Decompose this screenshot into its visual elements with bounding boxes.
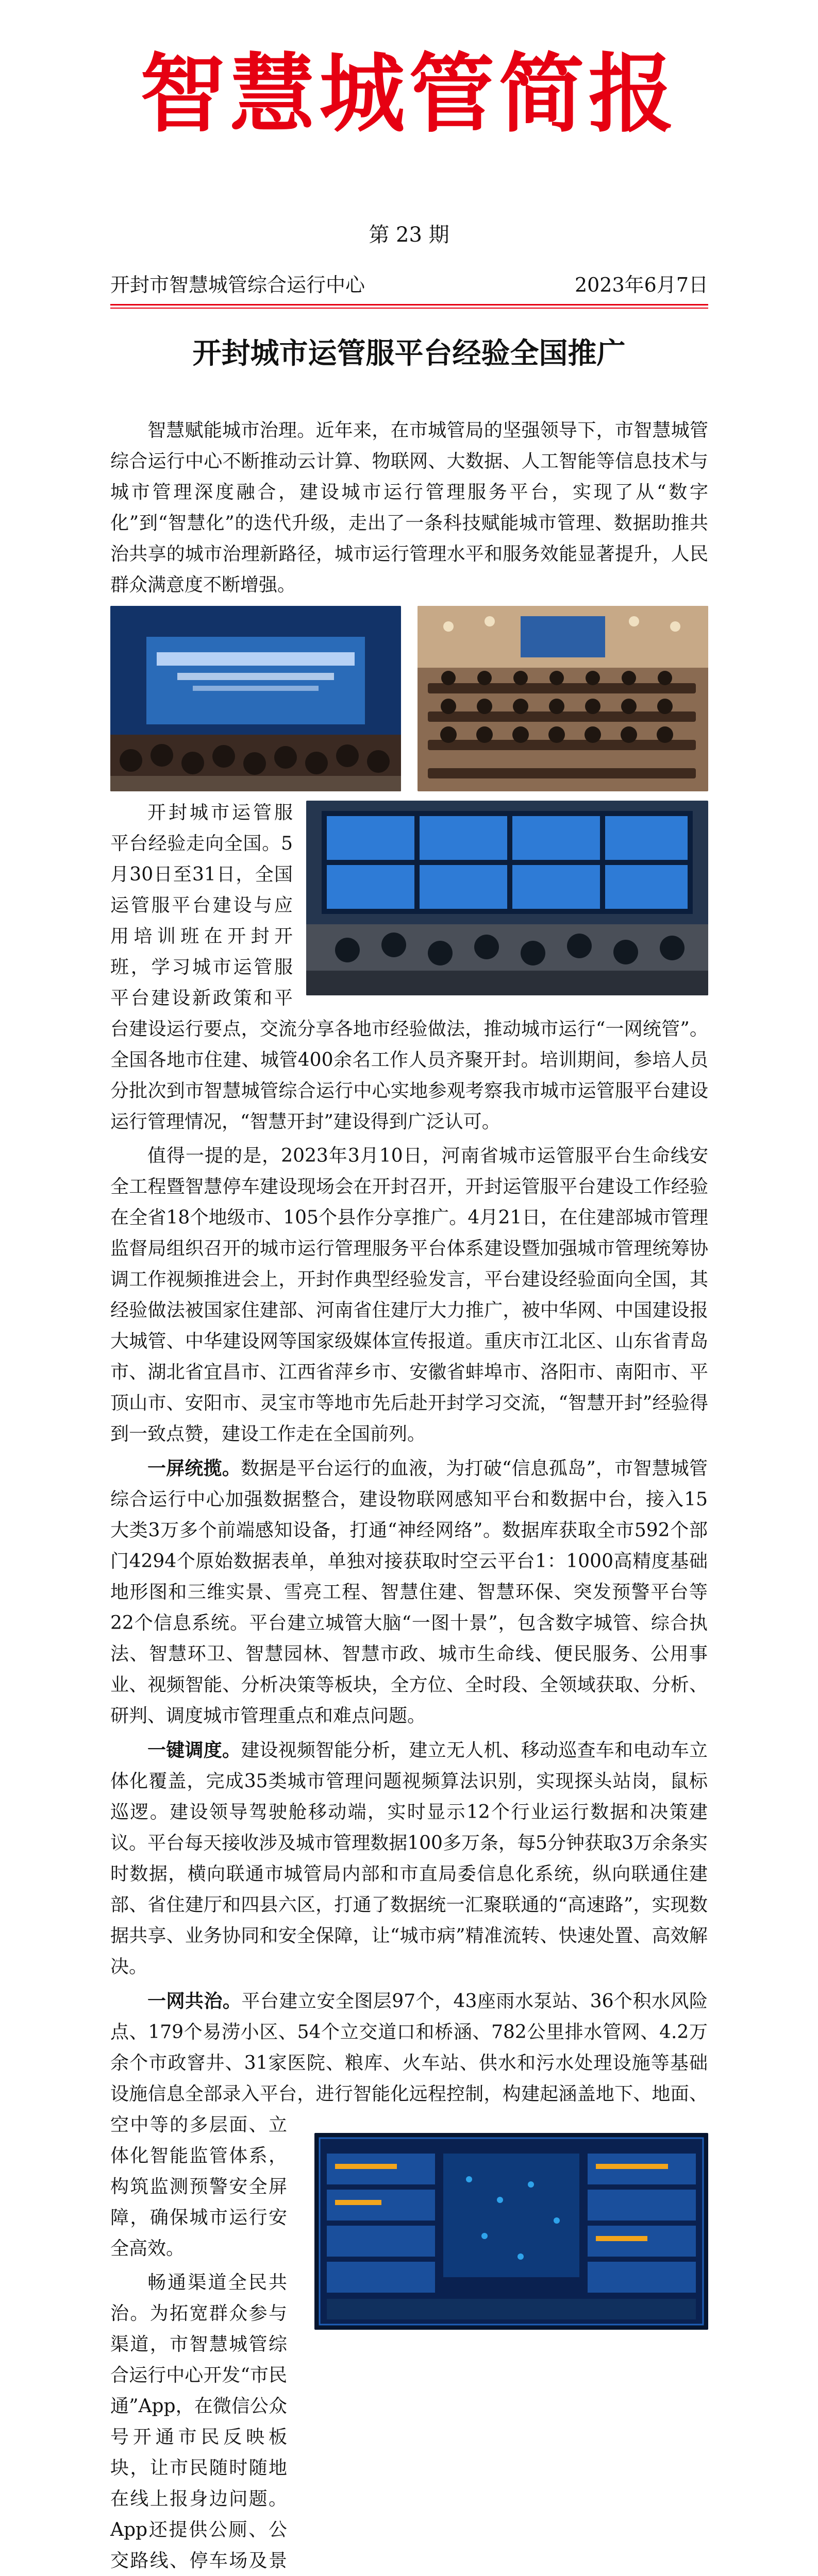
paragraph-4-text: 数据是平台运行的血液，为打破“信息孤岛”，市智慧城管综合运行中心加强数据整合，建设物联网感知平台和数据中台，接入15大类3万多个前端感知设备，打通“神经网络”。数据库获取全市592个部门4294个原始数据表单，单独对接获取时空云平台1：1000高精度基础地形图和三维实景、雪亮工程、智慧住建、智慧环保、突发预警平台等22个信息系统。平台建立城管大脑“一图十景”，包含数字城管、综合执法、智慧环卫、智慧园林、智慧市政、城市生命线、便民服务、公用事业、视频智能、分析决策等板块，全方位、全时段、全领域获取、分析、研判、调度城市管理重点和难点问题。 <box>110 1458 708 1726</box>
publisher: 开封市智慧城管综合运行中心 <box>110 274 365 296</box>
photo-dashboard <box>314 2133 708 2330</box>
photo-training-banner <box>110 606 401 791</box>
float-offset <box>287 2133 288 2576</box>
photo-training-hall <box>418 606 708 791</box>
meta-line <box>110 269 708 297</box>
article-headline: 开封城市运管服平台经验全国推广 <box>192 336 626 370</box>
paragraph-6-text: 平台建立安全图层97个，43座雨水泵站、36个积水风险点、179个易涝小区、54个立交道口和桥涵、782公里排水管网、4.2万余个市政窨井、31家医院、粮库、火车站、供水和污水处理设施等基础设施信息全部录入平台，进行智能化远程控制，构建起涵盖地下、地面、空中等的多层面、立体化智能监管体系，构筑监测预警安全屏障，确保城市运行安全高效。 <box>110 1991 708 2259</box>
issue-number: 第 23 期 <box>369 223 449 247</box>
paragraph-1: 智慧赋能城市治理。近年来，在市城管局的坚强领导下，市智慧城管综合运行中心不断推动云计算、物联网、大数据、人工智能等信息技术与城市管理深度融合，建设城市运行管理服务平台，实现了从“数字化”到“智慧化”的迭代升级，走出了一条科技赋能城市管理、数据助推共治共享的城市治理新路径，城市运行管理水平和服务效能显著提升，人民群众满意度不断增强。 <box>110 420 708 596</box>
paragraph-5-text: 建设视频智能分析，建立无人机、移动巡查车和电动车立体化覆盖，完成35类城市管理问题视频算法识别，实现探头站岗，鼠标巡逻。建设领导驾驶舱移动端，实时显示12个行业运行数据和决策建议。平台每天接收涉及城市管理数据100多万条，每5分钟获取3万余条实时数据，横向联通市城管局内部和市直局委信息化系统，纵向联通住建部、省住建厅和四县六区，打通了数据统一汇聚联通的“高速路”，实现数据共享、业务协同和安全保障，让“城市病”精准流转、快速处置、高效解决。 <box>110 1740 708 1977</box>
paragraph-2: 开封城市运管服平台经验走向全国。5月30日至31日，全国运管服平台建设与应用培训班在开封开班，学习城市运管服平台建设新政策和平台建设运行要点，交流分享各地市经验做法，推动城市运行“一网统管”。全国各地市住建、城管400余名工作人员齐聚开封。培训期间，参培人员分批次到市智慧城管综合运行中心实地参观考察我市城市运管服平台建设运行管理情况，“智慧开封”建设得到广泛认可。 <box>110 802 708 1132</box>
red-rule <box>110 304 708 309</box>
paragraph-3: 值得一提的是，2023年3月10日，河南省城市运管服平台生命线安全工程暨智慧停车建设现场会在开封召开，开封运管服平台建设工作经验在全省18个地级市、105个县作分享推广。4月21日，在住建部城市管理监督局组织召开的城市运行管理服务平台体系建设暨加强城市管理统筹协调工作视频推进会上，开封作典型经验发言，平台建设经验面向全国，其经验做法被国家住建部、河南省住建厅大力推广，被中华网、中国建设报大城管、中华建设网等国家级媒体宣传报道。重庆市江北区、山东省青岛市、湖北省宜昌市、江西省萍乡市、安徽省蚌埠市、洛阳市、南阳市、平顶山市、安阳市、灵宝市等地市先后赴开封学习交流，“智慧开封”经验得到一致点赞，建设工作走在全国前列。 <box>110 1145 708 1445</box>
masthead-title: 智慧城管简报 <box>140 44 678 144</box>
lead-one-screen: 一屏统揽。 <box>147 1458 241 1479</box>
publish-date: 2023年6月7日 <box>574 274 708 296</box>
paragraph-7: 畅通渠道全民共治。为拓宽群众参与渠道，市智慧城管综合运行中心开发“市民通”App，在微信公众号开通市民反映板块，让市民随时随地在线上报身边问题。App还提供公厕、公交路线、停车场及景 <box>110 2272 287 2571</box>
paragraph-4 <box>110 1453 708 1732</box>
lead-one-key: 一键调度。 <box>147 1739 241 1761</box>
photo-command-center-visit <box>306 801 708 995</box>
paragraph-5 <box>110 1735 708 1982</box>
photo-row-training <box>110 606 708 791</box>
lead-one-network: 一网共治。 <box>147 1990 242 2012</box>
